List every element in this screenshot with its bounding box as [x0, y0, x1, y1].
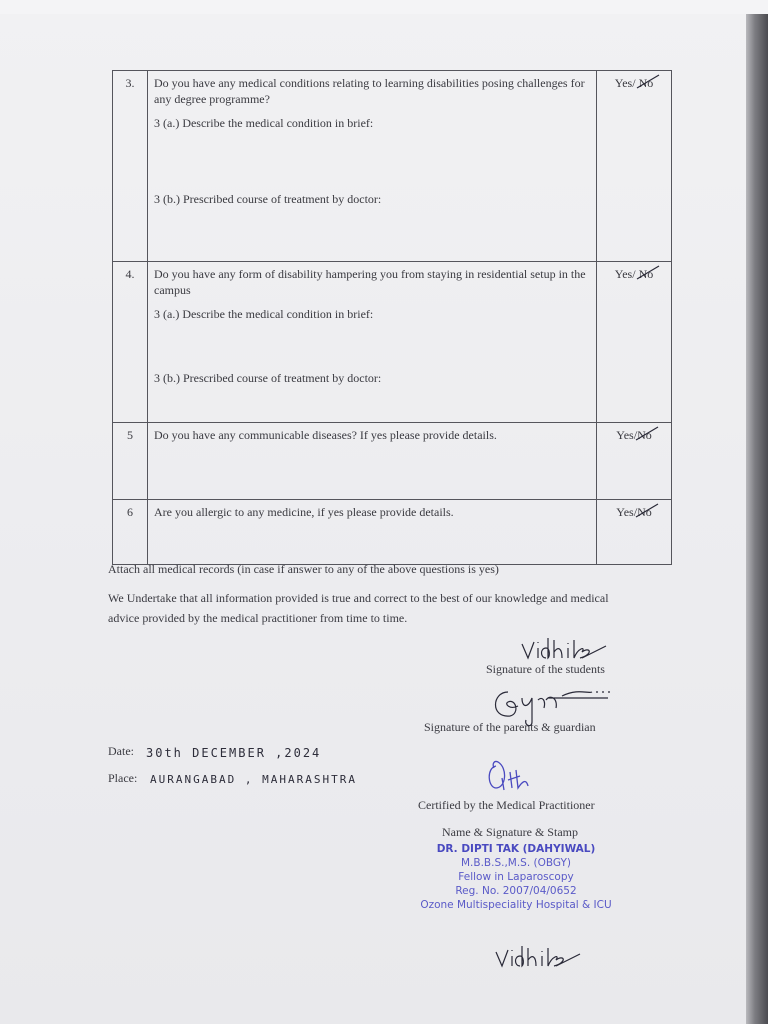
question-cell — [148, 423, 597, 500]
question-cell — [148, 500, 597, 565]
question-text: Do you have any medical conditions relating to learning disabilities posing challenges for any degree programme? — [154, 76, 585, 106]
medical-questions-table — [112, 70, 672, 565]
stamp-registration: Reg. No. 2007/04/0652 — [455, 885, 577, 897]
answer-yes: Yes/ — [616, 428, 638, 442]
question-sub-b: 3 (b.) Prescribed course of treatment by doctor: — [154, 192, 382, 206]
yes-no-answer — [615, 75, 653, 91]
answer-cell — [597, 423, 672, 500]
stamp-hospital: Ozone Multispeciality Hospital & ICU — [420, 899, 612, 911]
answer-yes: Yes/ — [616, 505, 638, 519]
question-sub-a: 3 (a.) Describe the medical condition in brief: — [154, 116, 374, 130]
practitioner-label: Certified by the Medical Practitioner — [418, 798, 595, 812]
answer-no: No — [638, 267, 654, 281]
question-number: 6 — [113, 500, 148, 565]
table-row — [113, 423, 672, 500]
question-text: Do you have any communicable diseases? If yes please provide details. — [154, 428, 497, 442]
attach-note: Attach all medical records (in case if answer to any of the above questions is yes) — [108, 562, 499, 576]
place-value: AURANGABAD , MAHARASHTRA — [150, 773, 357, 786]
yes-no-answer — [615, 266, 653, 282]
question-text: Do you have any form of disability hampering you from staying in residential setup in the campus — [154, 267, 586, 297]
question-text: Are you allergic to any medicine, if yes please provide details. — [154, 505, 454, 519]
table-row — [113, 500, 672, 565]
question-cell — [148, 262, 597, 423]
answer-no: No — [637, 428, 652, 442]
table-row — [113, 71, 672, 262]
question-sub-b: 3 (b.) Prescribed course of treatment by doctor: — [154, 371, 382, 385]
table-row — [113, 262, 672, 423]
stamp-doctor-name: DR. DIPTI TAK (DAHYIWAL) — [436, 843, 596, 855]
date-label: Date: — [108, 744, 134, 758]
question-sub-a: 3 (a.) Describe the medical condition in brief: — [154, 307, 374, 321]
stamp-fellowship: Fellow in Laparoscopy — [458, 871, 574, 883]
undertaking-text: We Undertake that all information provided is true and correct to the best of our knowledge and medical advice provided by the medical practitioner from time to time. — [108, 591, 609, 625]
answer-cell — [597, 262, 672, 423]
answer-cell — [597, 500, 672, 565]
stamp-degree: M.B.B.S.,M.S. (OBGY) — [460, 857, 572, 869]
question-number: 3. — [113, 71, 148, 262]
question-number: 5 — [113, 423, 148, 500]
place-label: Place: — [108, 771, 138, 785]
yes-no-answer — [616, 427, 651, 443]
answer-no: No — [637, 505, 652, 519]
answer-yes: Yes/ — [614, 76, 639, 90]
doctor-stamp — [396, 842, 636, 912]
stamp-label: Name & Signature & Stamp — [442, 825, 578, 839]
student-signature-label: Signature of the students — [486, 662, 605, 676]
answer-yes: Yes/ — [614, 267, 639, 281]
question-cell — [148, 71, 597, 262]
parent-signature-label: Signature of the parents & guardian — [424, 720, 596, 734]
answer-no: No — [638, 76, 654, 90]
yes-no-answer — [616, 504, 651, 520]
scan-page-edge — [746, 14, 768, 1024]
question-number: 4. — [113, 262, 148, 423]
scan-top-margin — [0, 0, 768, 14]
bottom-signature — [494, 944, 584, 974]
answer-cell — [597, 71, 672, 262]
date-value: 30th DECEMBER ,2024 — [146, 746, 322, 760]
